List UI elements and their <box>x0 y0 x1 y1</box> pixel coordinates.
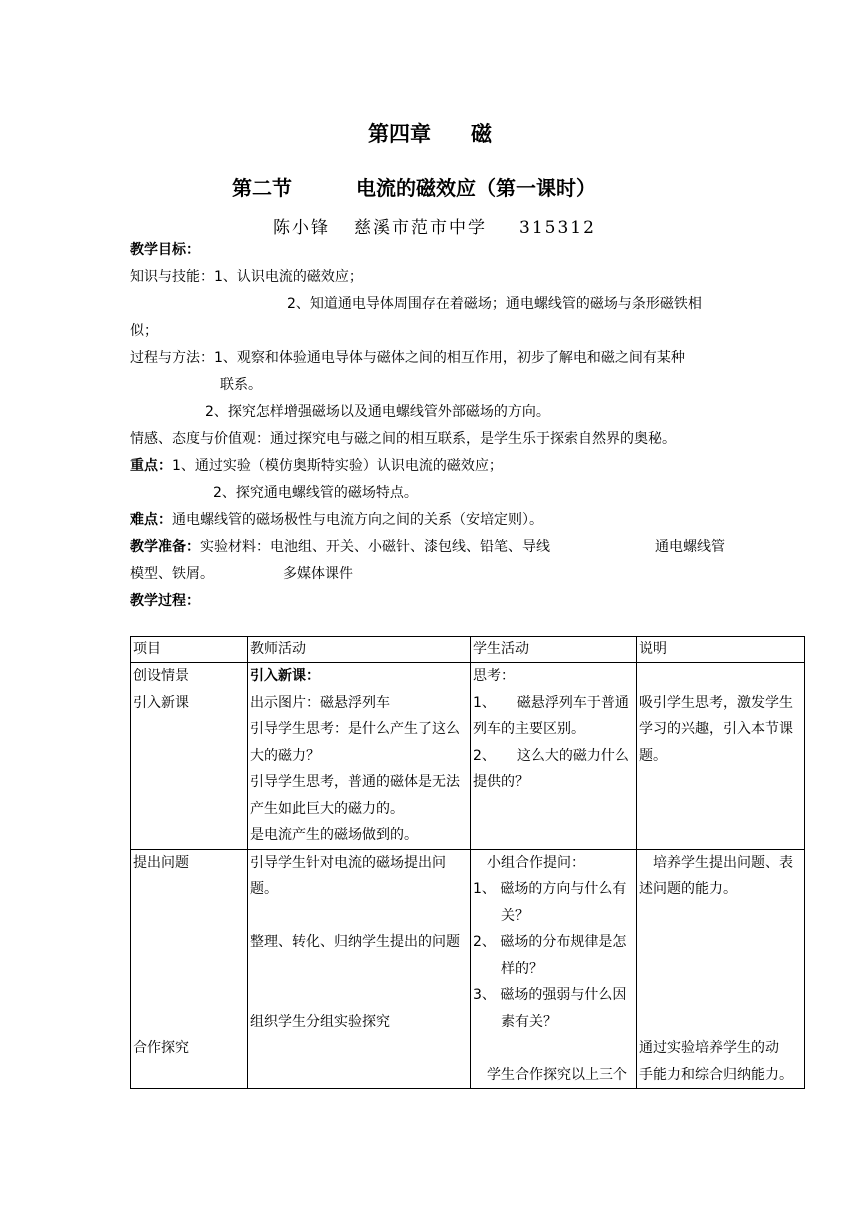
row2-note-line: 手能力和综合归纳能力。 <box>639 1066 793 1083</box>
row1-note-line: 学习的兴趣，引入本节课 <box>639 721 793 737</box>
process-line-1 <box>130 349 685 367</box>
objectives-heading: 教学目标： <box>130 242 200 258</box>
section-name: 电流的磁效应（第一课时） <box>356 176 596 200</box>
knowledge-label: 知识与技能： <box>130 269 214 285</box>
row1-note-line: 题。 <box>639 747 667 764</box>
row2-student-line: 2、 磁场的分布规律是怎 <box>473 934 627 950</box>
section-number: 第二节 <box>232 176 292 200</box>
row1-teacher-line: 引导学生思考，普通的磁体是无法 <box>250 774 460 790</box>
key-item-1: 1、通过实验（模仿奥斯特实验）认识电流的磁效应； <box>172 458 503 474</box>
chapter-number: 第四章 <box>368 122 431 146</box>
row1-student-line: 列车的主要区别。 <box>473 721 585 737</box>
row1-student-line: 提供的？ <box>473 774 529 790</box>
key-label: 重点： <box>130 458 172 474</box>
row1-student-line: 2、 这么大的磁力什么 <box>473 747 629 764</box>
row2-note-line: 述问题的能力。 <box>639 881 737 897</box>
row1-item-cell <box>131 663 248 850</box>
difficulty-line <box>130 511 543 529</box>
row1-note-line <box>639 663 802 690</box>
row1-teacher-line: 引入新课： <box>250 668 320 684</box>
prep-item-2: 模型、铁屑。 <box>130 566 214 582</box>
row1-note-line: 吸引学生思考，激发学生 <box>639 694 793 711</box>
prep-line-1 <box>130 538 550 556</box>
key-item-2: 2、探究通电螺线管的磁场特点。 <box>213 485 418 501</box>
table-row <box>131 849 805 1089</box>
row2-note-cell <box>637 849 805 1089</box>
row2-teacher-line: 引导学生针对电流的磁场提出问 <box>250 854 446 871</box>
row1-item-line: 引入新课 <box>133 694 189 711</box>
knowledge-item-2-cont: 似； <box>130 323 158 339</box>
process-item-2: 2、探究怎样增强磁场以及通电螺线管外部磁场的方向。 <box>205 404 550 420</box>
key-line-1 <box>130 457 503 475</box>
table-row <box>131 663 805 850</box>
knowledge-item-2: 2、知道通电导体周围存在着磁场；通电螺线管的磁场与条形磁铁相 <box>287 296 702 312</box>
knowledge-line-1 <box>130 268 363 286</box>
header-item: 项目 <box>131 637 248 663</box>
row2-student-line: 学生合作探究以上三个 <box>473 1066 627 1083</box>
row2-item-cell <box>131 849 248 1089</box>
difficulty-text: 通电螺线管的磁场极性与电流方向之间的关系（安培定则）。 <box>172 512 543 528</box>
row1-student-line: 1、 磁悬浮列车于普通 <box>473 694 629 711</box>
table-header-row <box>131 637 805 663</box>
row2-student-line: 样的？ <box>473 960 543 977</box>
lesson-table <box>130 636 805 1089</box>
postcode: 315312 <box>519 218 596 238</box>
row2-student-line: 小组合作提问： <box>473 854 585 871</box>
chapter-title <box>0 118 860 148</box>
prep-label: 教学准备： <box>130 539 200 555</box>
row2-teacher-line: 题。 <box>250 881 278 897</box>
author-name: 陈小锋 <box>273 218 330 238</box>
row2-student-line: 1、 磁场的方向与什么有 <box>473 881 627 897</box>
emotion-line: 情感、态度与价值观：通过探究电与磁之间的相互联系，是学生乐于探索自然界的奥秘。 <box>130 431 676 447</box>
row1-teacher-line: 是电流产生的磁场做到的。 <box>250 827 418 843</box>
process-heading: 教学过程： <box>130 593 200 609</box>
row1-student-cell <box>471 663 637 850</box>
row1-teacher-line: 产生如此巨大的磁力的。 <box>250 800 404 817</box>
header-student: 学生活动 <box>471 637 637 663</box>
row2-teacher-line: 整理、转化、归纳学生提出的问题 <box>250 934 460 950</box>
author-line <box>273 213 596 238</box>
header-note: 说明 <box>637 637 805 663</box>
row2-note-line: 通过实验培养学生的动 <box>639 1040 779 1056</box>
section-title <box>232 172 596 201</box>
row1-teacher-cell <box>248 663 471 850</box>
row2-student-line: 3、 磁场的强弱与什么因 <box>473 987 627 1003</box>
process-label: 过程与方法： <box>130 350 214 366</box>
prep-item-1b: 通电螺线管 <box>655 539 725 555</box>
difficulty-label: 难点： <box>130 512 172 528</box>
row2-item-line: 合作探究 <box>133 1040 189 1056</box>
row2-teacher-line: 组织学生分组实验探究 <box>250 1013 390 1030</box>
row2-student-line: 素有关？ <box>473 1013 557 1030</box>
row1-teacher-line: 出示图片：磁悬浮列车 <box>250 694 390 711</box>
header-teacher: 教师活动 <box>248 637 471 663</box>
row1-item-line: 创设情景 <box>133 668 189 684</box>
row2-student-line: 关？ <box>473 907 529 924</box>
knowledge-item-1: 1、认识电流的磁效应； <box>214 269 363 285</box>
process-item-1: 1、观察和体验通电导体与磁体之间的相互作用，初步了解电和磁之间有某种 <box>214 350 685 366</box>
school-name: 慈溪市范市中学 <box>354 218 487 238</box>
prep-item-2b: 多媒体课件 <box>283 566 353 582</box>
row2-teacher-cell <box>248 849 471 1089</box>
row1-student-line: 思考： <box>473 668 515 684</box>
process-item-1-cont: 联系。 <box>220 377 262 393</box>
row1-note-cell <box>637 663 805 850</box>
row1-teacher-line: 引导学生思考：是什么产生了这么 <box>250 721 460 737</box>
row2-item-line: 提出问题 <box>133 854 189 871</box>
prep-item-1: 实验材料：电池组、开关、小磁针、漆包线、铅笔、导线 <box>200 539 550 555</box>
row2-student-cell <box>471 849 637 1089</box>
row2-note-line: 培养学生提出问题、表 <box>639 854 793 871</box>
chapter-name: 磁 <box>471 122 492 146</box>
row1-teacher-line: 大的磁力？ <box>250 747 320 764</box>
